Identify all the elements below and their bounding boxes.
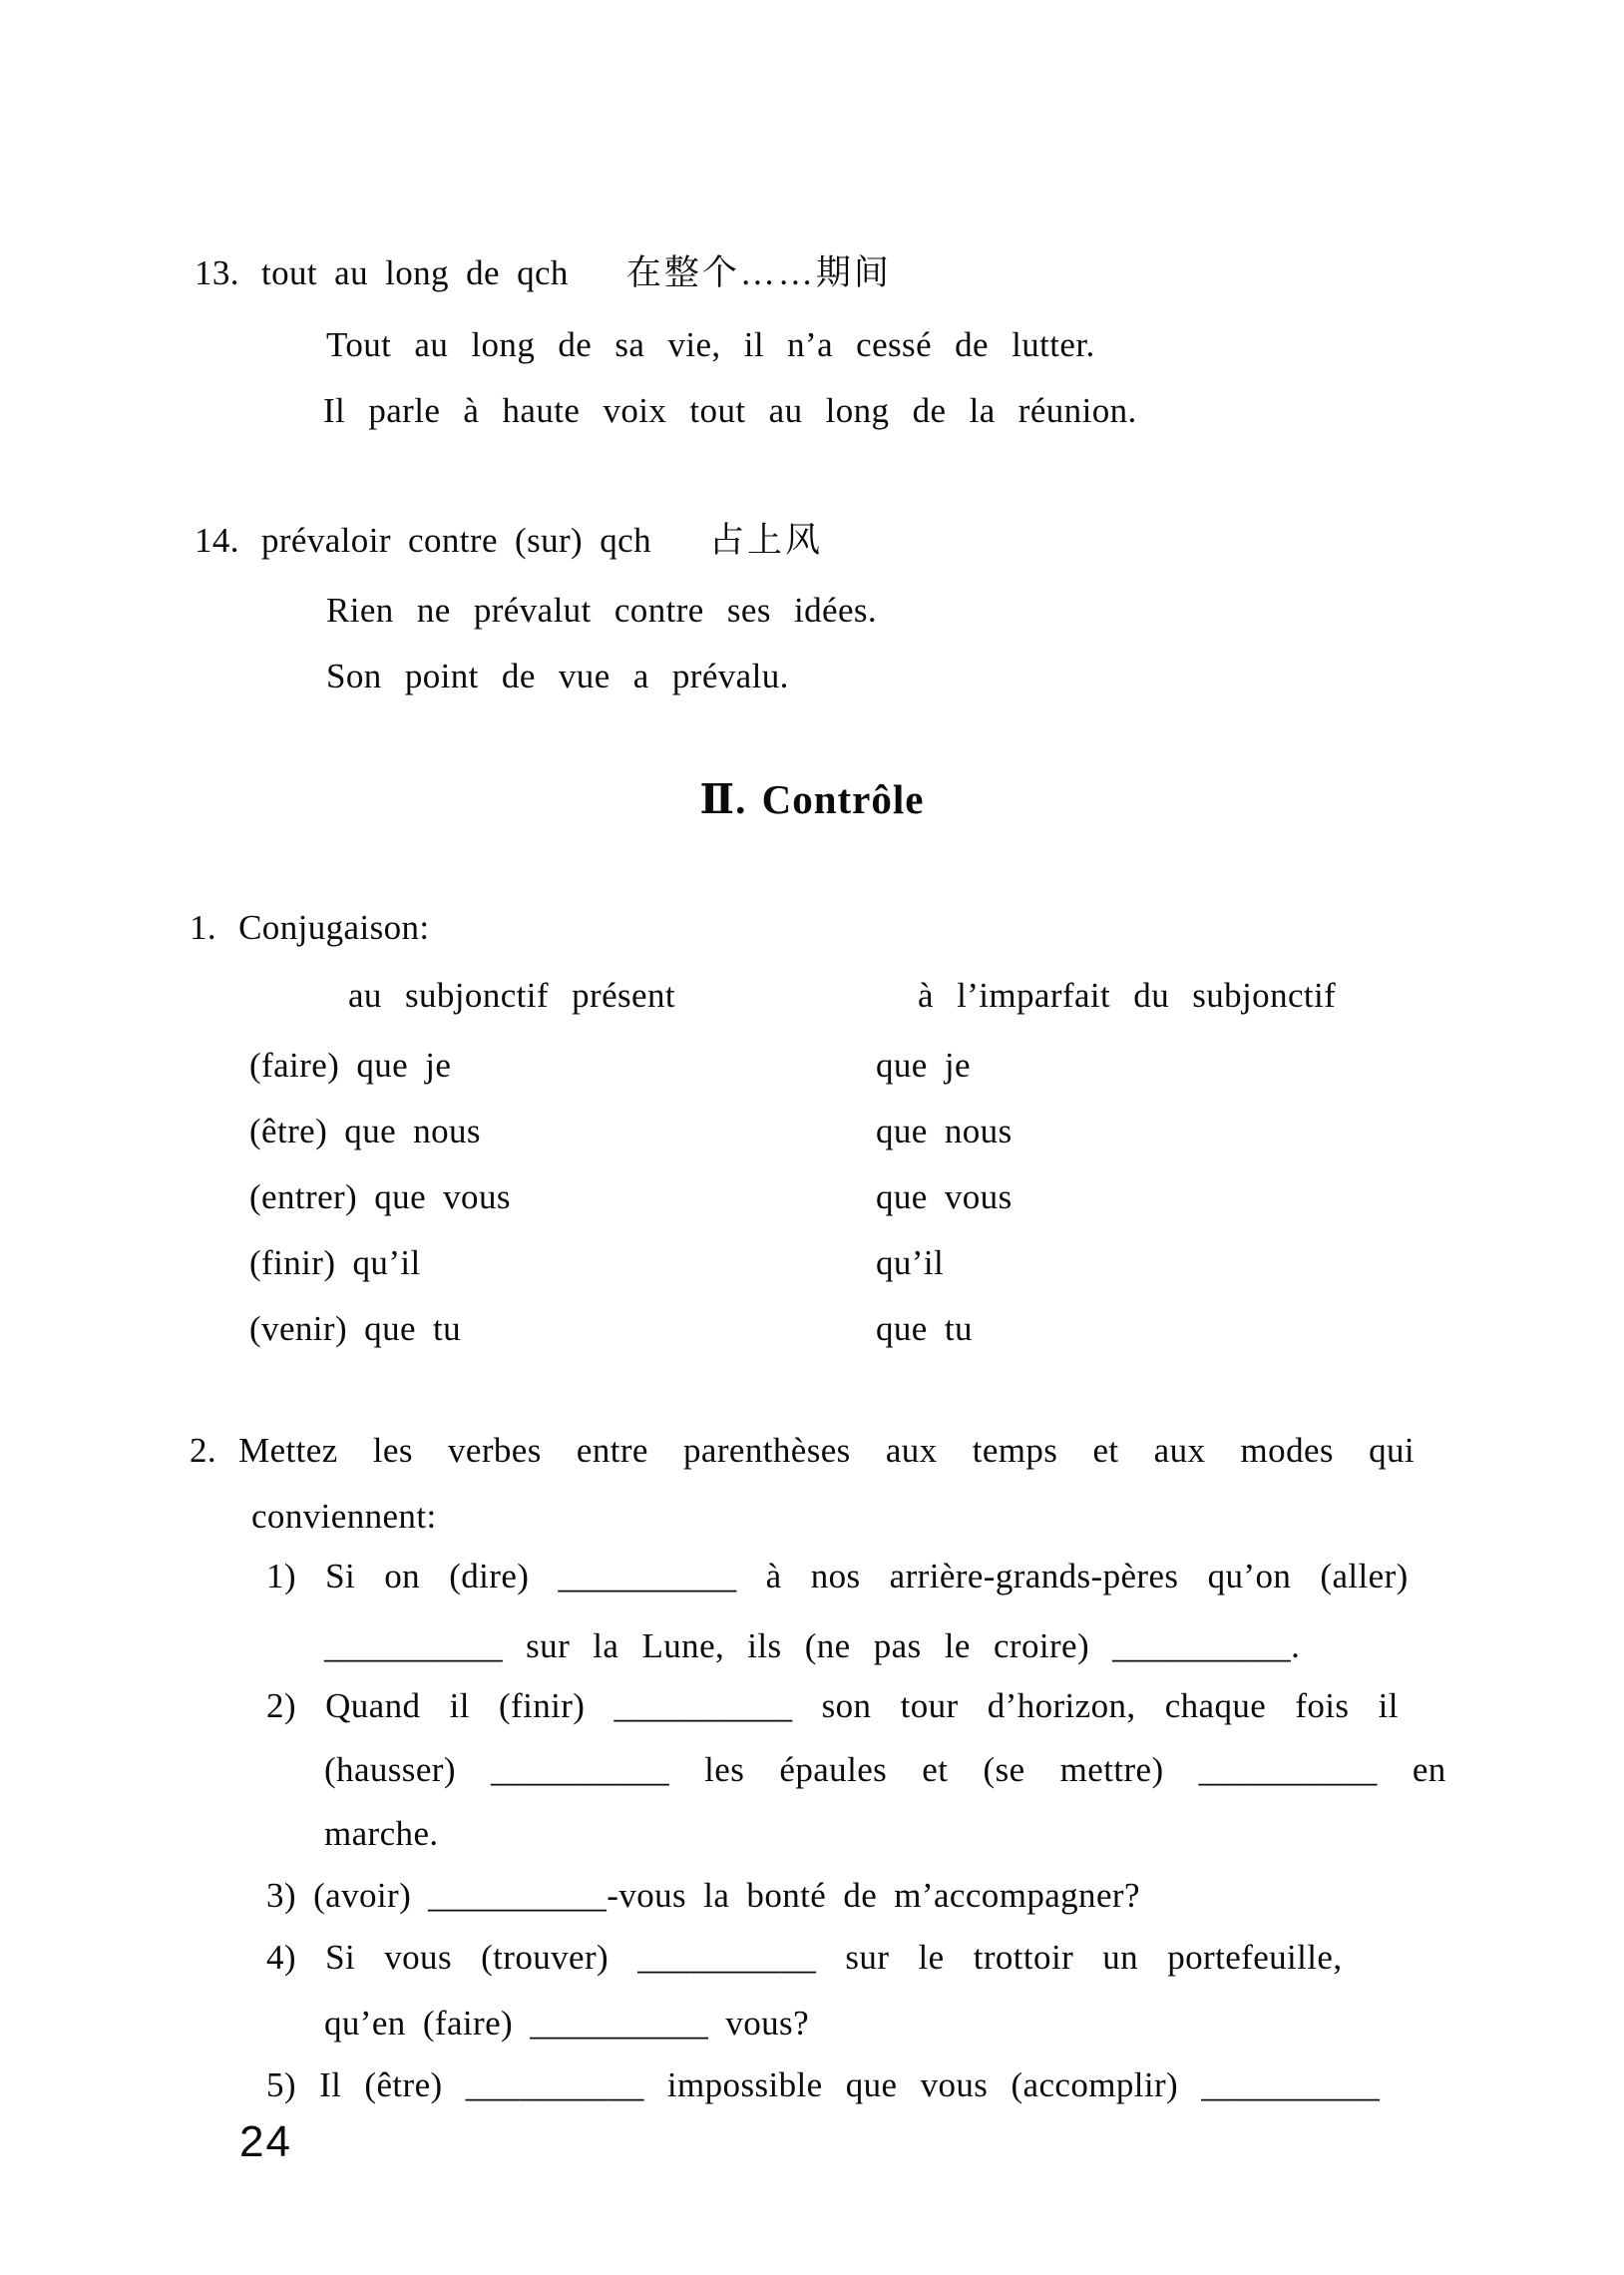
exercise2-item-line: __________ sur la Lune, ils (ne pas le croire) __________.: [324, 1626, 1301, 1665]
vocab-item-14-heading: [195, 521, 823, 561]
conjugation-cell-left: (finir) qu’il: [249, 1243, 421, 1282]
vocab-item-number: 14.: [195, 521, 239, 560]
conjugation-cell-right: que vous: [876, 1177, 1013, 1216]
exercise2-item-line: 2) Quand il (finir) __________ son tour d’horizon, chaque fois il: [266, 1686, 1399, 1725]
section-title: Ⅱ. Contrôle: [699, 776, 925, 822]
vocab-item-number: 13.: [195, 253, 239, 292]
vocab-item-translation: 在整个……期间: [625, 253, 892, 292]
exercise2-item-line: qu’en (faire) __________ vous?: [324, 2004, 810, 2043]
example-sentence: Tout au long de sa vie, il n’a cessé de lutter.: [326, 325, 1095, 364]
page-number: 24: [239, 2117, 292, 2166]
vocab-item-13-heading: [195, 253, 892, 293]
vocab-item-phrase: prévaloir contre (sur) qch: [260, 521, 652, 560]
conjugation-cell-right: que tu: [876, 1309, 973, 1348]
example-sentence: Il parle à haute voix tout au long de la réunion.: [323, 391, 1137, 430]
vocab-item-translation: 占上风: [709, 521, 824, 560]
example-sentence: Rien ne prévalut contre ses idées.: [326, 591, 878, 630]
conjugation-cell-right: qu’il: [876, 1243, 945, 1282]
vocab-item-phrase: tout au long de qch: [260, 253, 569, 292]
conjugation-column-header-left: au subjonctif présent: [348, 976, 675, 1015]
exercise-number: 1.: [190, 908, 217, 947]
exercise2-item-line: 4) Si vous (trouver) __________ sur le trottoir un portefeuille,: [266, 1938, 1343, 1977]
exercise2-intro-line: conviennent:: [251, 1497, 437, 1536]
exercise-number: 2.: [190, 1431, 217, 1470]
exercise-title: Conjugaison:: [238, 908, 430, 947]
conjugation-cell-left: (venir) que tu: [249, 1309, 462, 1348]
exercise2-item-line: (hausser) __________ les épaules et (se mettre) __________ en: [324, 1750, 1446, 1789]
conjugation-cell-right: que je: [876, 1046, 971, 1085]
conjugation-cell-right: que nous: [876, 1112, 1013, 1150]
conjugation-cell-left: (faire) que je: [249, 1046, 452, 1085]
example-sentence: Son point de vue a prévalu.: [326, 657, 789, 695]
exercise2-item-line: 1) Si on (dire) __________ à nos arrière-grands-pères qu’on (aller): [266, 1557, 1409, 1595]
exercise2-item-line: 5) Il (être) __________ impossible que vous (accomplir) __________: [266, 2065, 1381, 2104]
exercise2-item-line: 3) (avoir) __________-vous la bonté de m’accompagner?: [266, 1876, 1140, 1915]
conjugation-cell-left: (être) que nous: [249, 1112, 481, 1150]
exercise1-title-line: [190, 908, 430, 948]
exercise-intro-text: Mettez les verbes entre parenthèses aux temps et aux modes qui: [238, 1431, 1416, 1470]
exercise2-item-line: marche.: [324, 1814, 439, 1853]
conjugation-cell-left: (entrer) que vous: [249, 1177, 511, 1216]
exercise2-intro-line: [190, 1431, 1415, 1471]
conjugation-column-header-right: à l’imparfait du subjonctif: [918, 976, 1337, 1015]
